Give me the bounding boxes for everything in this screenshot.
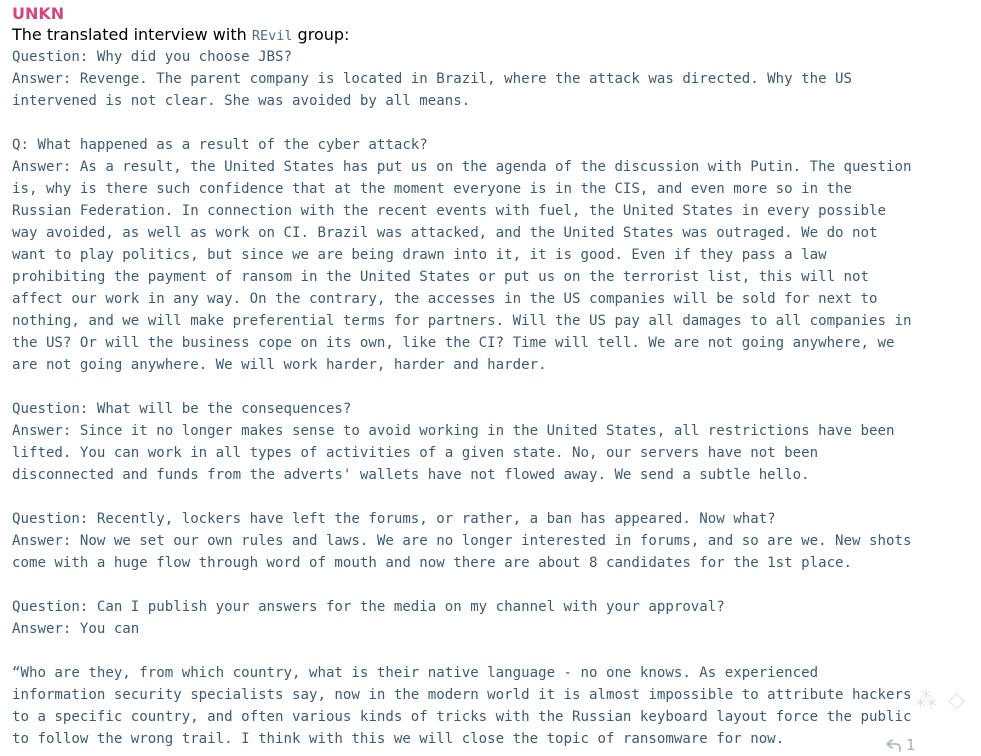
message-line: want to play politics, but since we are being drawn into it, it is good. Even if they pass a law xyxy=(12,247,827,263)
intro-text-before: The translated interview with xyxy=(12,25,252,44)
message-line: Question: Why did you choose JBS? xyxy=(12,49,293,65)
blank-line xyxy=(12,640,972,662)
message-line: Answer: Revenge. The parent company is located in Brazil, where the attack was directed. Why the US xyxy=(12,71,853,87)
message-line: is, why is there such confidence that at the moment everyone is in the CIS, and even more so in the xyxy=(12,181,853,197)
message-line: the US? Or will the business cope on its own, like the CI? Time will tell. We are not going anywhere, we xyxy=(12,335,895,351)
message-line: way avoided, as well as work on CI. Brazil was attacked, and the United States was outraged. We do not xyxy=(12,225,878,241)
message-line: to a specific country, and often various kinds of tricks with the Russian keyboard layout force the public xyxy=(12,709,912,725)
message-line: Answer: Since it no longer makes sense to avoid working in the United States, all restrictions have been xyxy=(12,423,895,439)
message-line: Question: What will be the consequences? xyxy=(12,401,352,417)
message-line: disconnected and funds from the adverts' wallets have not flowed away. We send a subtle hello. xyxy=(12,467,810,483)
reply-counter[interactable] xyxy=(886,736,916,754)
message-line: Question: Can I publish your answers for the media on my channel with your approval? xyxy=(12,599,725,615)
message-line: to follow the wrong trail. I think with this we will close the topic of ransomware for now. xyxy=(12,731,785,747)
message-monospace-body xyxy=(12,46,972,750)
message-line: information security specialists say, now in the modern world it is almost impossible to attribute hackers xyxy=(12,687,912,703)
intro-text-after: group: xyxy=(292,25,350,44)
chat-message xyxy=(12,4,972,750)
blank-line xyxy=(12,574,972,596)
message-line: Question: Recently, lockers have left the forums, or rather, a ban has appeared. Now what? xyxy=(12,511,776,527)
watermark: ⁂ ◇ xyxy=(915,688,967,713)
blank-line xyxy=(12,376,972,398)
blank-line xyxy=(12,486,972,508)
message-line: affect our work in any way. On the contrary, the accesses in the US companies will be sold for next to xyxy=(12,291,878,307)
sender-name[interactable]: UNKN xyxy=(12,4,65,23)
message-line: come with a huge flow through word of mouth and now there are about 8 candidates for the 1st place. xyxy=(12,555,853,571)
message-line: Answer: You can xyxy=(12,621,140,637)
message-line: are not going anywhere. We will work harder, harder and harder. xyxy=(12,357,547,373)
reply-arrow-icon xyxy=(886,738,902,752)
message-line: “Who are they, from which country, what is their native language - no one knows. As experienced xyxy=(12,665,819,681)
message-line: nothing, and we will make preferential terms for partners. Will the US pay all damages to all companies in xyxy=(12,313,912,329)
reply-count: 1 xyxy=(906,736,916,754)
message-line: Q: What happened as a result of the cyber attack? xyxy=(12,137,428,153)
message-line: intervened is not clear. She was avoided by all means. xyxy=(12,93,471,109)
blank-line xyxy=(12,112,972,134)
message-line: lifted. You can work in all types of activities of a given state. No, our servers have not been xyxy=(12,445,819,461)
message-intro xyxy=(12,24,972,46)
message-line: prohibiting the payment of ransom in the United States or put us on the terrorist list, this will not xyxy=(12,269,870,285)
message-line: Answer: Now we set our own rules and laws. We are no longer interested in forums, and so are we. New shots xyxy=(12,533,912,549)
intro-inline-code: REvil xyxy=(251,28,293,44)
message-line: Answer: As a result, the United States has put us on the agenda of the discussion with Putin. The question xyxy=(12,159,912,175)
message-line: Russian Federation. In connection with the recent events with fuel, the United States in every possible xyxy=(12,203,886,219)
